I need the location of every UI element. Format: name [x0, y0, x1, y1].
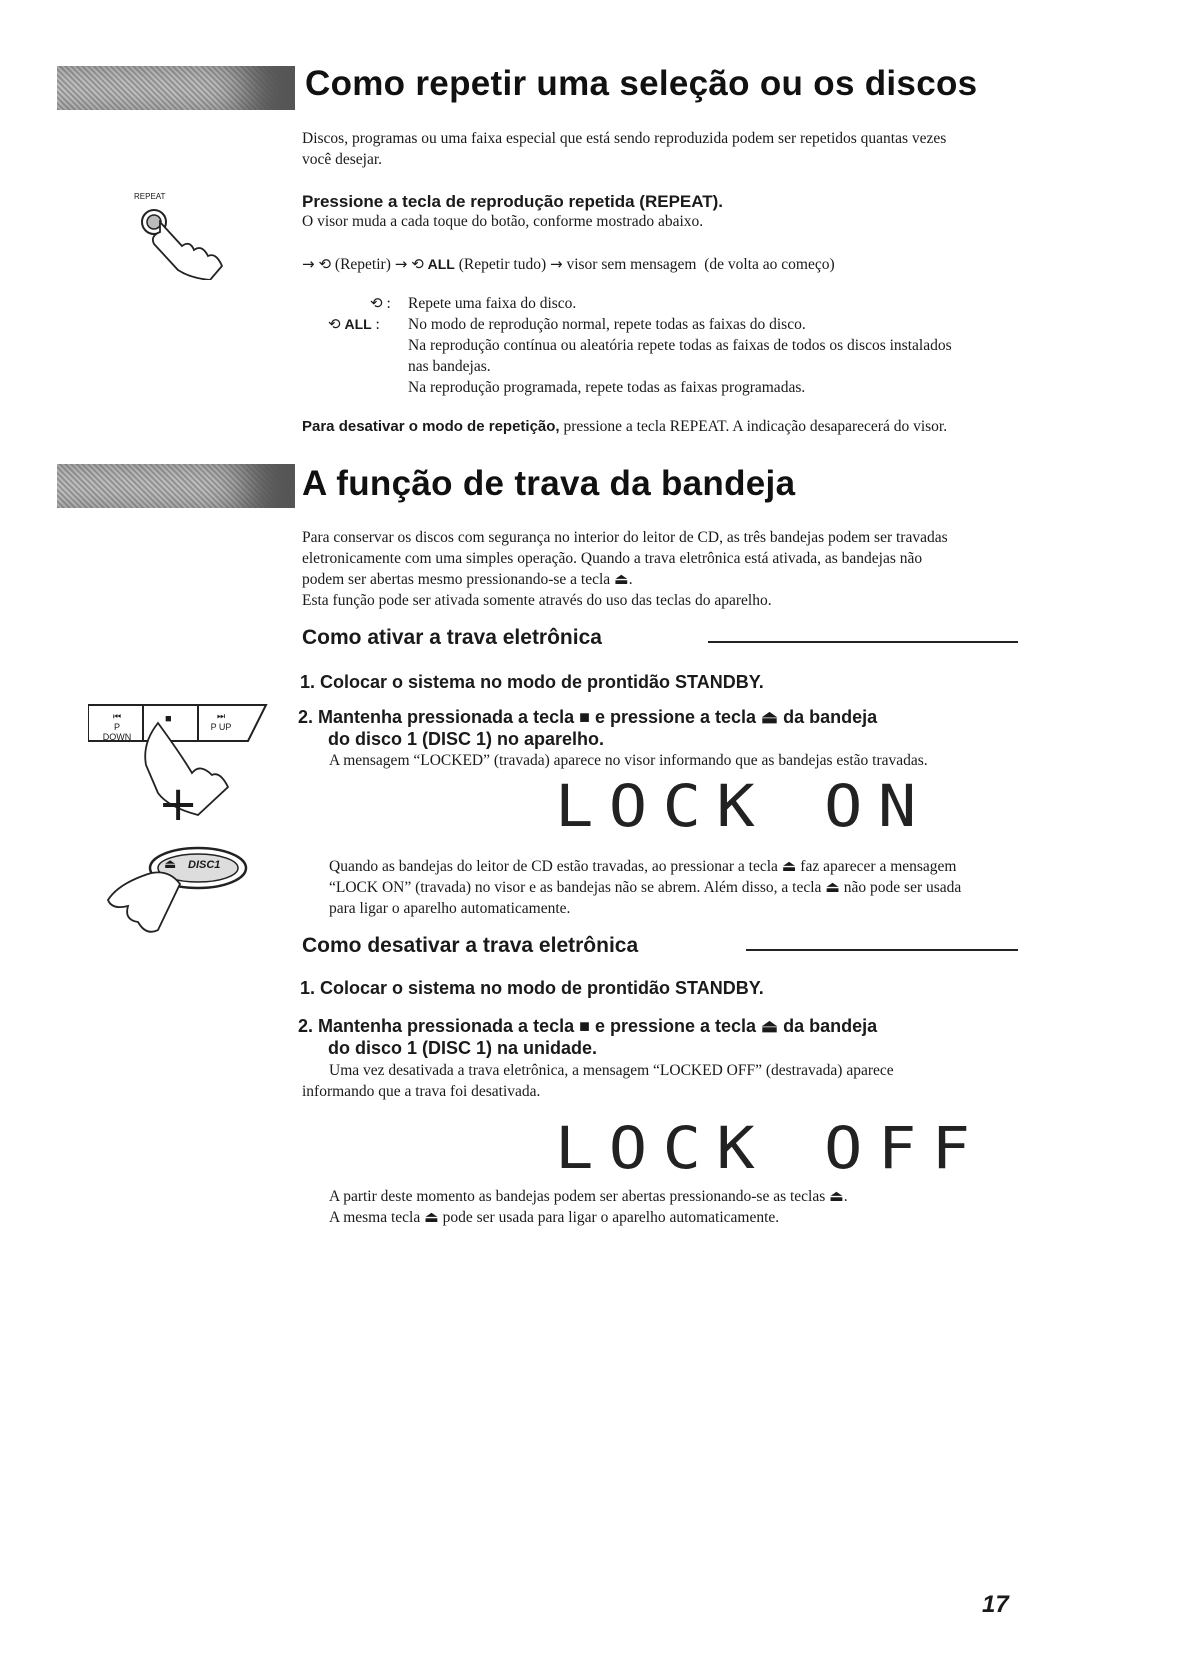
section-bar-2 — [57, 464, 295, 508]
prev-button: ⏮ P DOWN — [102, 711, 132, 742]
deactivate-step-2: 2. Mantenha pressionada a tecla ■ e pressione a tecla ⏏ da bandeja do disco 1 (DISC 1) na unidade. — [298, 1016, 878, 1058]
repeat-intro: Discos, programas ou uma faixa especial que está sendo reproduzida podem ser repetidos quantas vezes você desejar. — [302, 130, 947, 168]
def-repeat-one: Repete uma faixa do disco. — [408, 295, 577, 312]
activate-heading: Como ativar a trava eletrônica — [302, 626, 602, 649]
repeat-icon-label: REPEAT — [134, 192, 166, 201]
repeat-instruction-heading: Pressione a tecla de reprodução repetida (REPEAT). — [302, 192, 724, 211]
eject-icon: ⏏ — [164, 856, 177, 871]
section-title-repeat: Como repetir uma seleção ou os discos — [305, 64, 978, 103]
repeat-button-illustration — [130, 190, 240, 280]
pressing-hand-icon — [130, 200, 240, 280]
stop-button: ■ — [165, 713, 172, 725]
section-bar-1 — [57, 66, 295, 110]
heading-rule — [746, 949, 1018, 951]
deactivate-step-2-note: Uma vez desativada a trava eletrônica, a mensagem “LOCKED OFF” (destravada) aparece informando que a trava foi desativada. — [302, 1062, 894, 1100]
next-button: ⏭ P UP — [210, 711, 232, 732]
repeat-one-symbol: ⟲ : — [370, 294, 391, 312]
arrow-icon: → — [302, 255, 315, 273]
lock-intro: Para conservar os discos com segurança no interior do leitor de CD, as três bandejas podem ser travadas eletronicamente com uma simples operação. Quando a trava eletrônica está ativada, as bandejas não podem ser abertas mesmo pressionando-se a tecla ⏏. Esta função pode ser ativada somente através do uso das teclas do aparelho. — [302, 529, 948, 609]
repeat-one-icon: ⟲ — [318, 255, 332, 273]
repeat-instruction-text: O visor muda a cada toque do botão, conforme mostrado abaixo. — [302, 213, 704, 230]
disc1-label: DISC1 — [188, 859, 221, 871]
lcd-lock-on: LOCK ON — [555, 772, 932, 840]
repeat-all-icon: ⟲ — [411, 255, 424, 273]
repeat-sequence: → ⟲ (Repetir) → ⟲ ALL (Repetir tudo) → visor sem mensagem (de volta ao começo) — [302, 255, 835, 273]
activate-step-1: 1. Colocar o sistema no modo de prontidão STANDBY. — [300, 672, 764, 692]
deactivate-step-1: 1. Colocar o sistema no modo de prontidão STANDBY. — [300, 978, 764, 998]
lock-on-note: Quando as bandejas do leitor de CD estão travadas, ao pressionar a tecla ⏏ faz aparecer a mensagem “LOCK ON” (travada) no visor e as bandejas não se abrem. Além disso, a tecla ⏏ não pode ser usada para ligar o aparelho automaticamente. — [329, 858, 962, 917]
disable-repeat-note: Para desativar o modo de repetição, pressione a tecla REPEAT. A indicação desaparecerá do visor. — [302, 418, 948, 435]
heading-rule — [708, 641, 1018, 643]
activate-step-2: 2. Mantenha pressionada a tecla ■ e pressione a tecla ⏏ da bandeja do disco 1 (DISC 1) no aparelho. — [298, 707, 878, 749]
arrow-icon: → — [550, 255, 563, 273]
disc-button-illustration — [98, 840, 248, 940]
section-title-lock: A função de trava da bandeja — [302, 464, 796, 503]
def-repeat-all: No modo de reprodução normal, repete todas as faixas do disco. Na reprodução contínua ou aleatória repete todas as faixas de todos os discos instalados nas bandejas. Na reprodução programada, repete todas as faixas programadas. — [408, 316, 952, 396]
plus-icon: + — [158, 776, 199, 832]
repeat-all-symbol: ⟲ ALL : — [328, 315, 380, 333]
deactivate-heading: Como desativar a trava eletrônica — [302, 934, 639, 957]
page-number: 17 — [982, 1591, 1009, 1618]
lcd-lock-off: LOCK OFF — [555, 1114, 986, 1182]
disc1-button-shape — [98, 840, 248, 940]
arrow-icon: → — [394, 255, 408, 273]
activate-step-2-note: A mensagem “LOCKED” (travada) aparece no visor informando que as bandejas estão travadas. — [329, 752, 928, 769]
deactivate-final-note: A partir deste momento as bandejas podem ser abertas pressionando-se as teclas ⏏. A mesma tecla ⏏ pode ser usada para ligar o aparelho automaticamente. — [329, 1188, 848, 1226]
